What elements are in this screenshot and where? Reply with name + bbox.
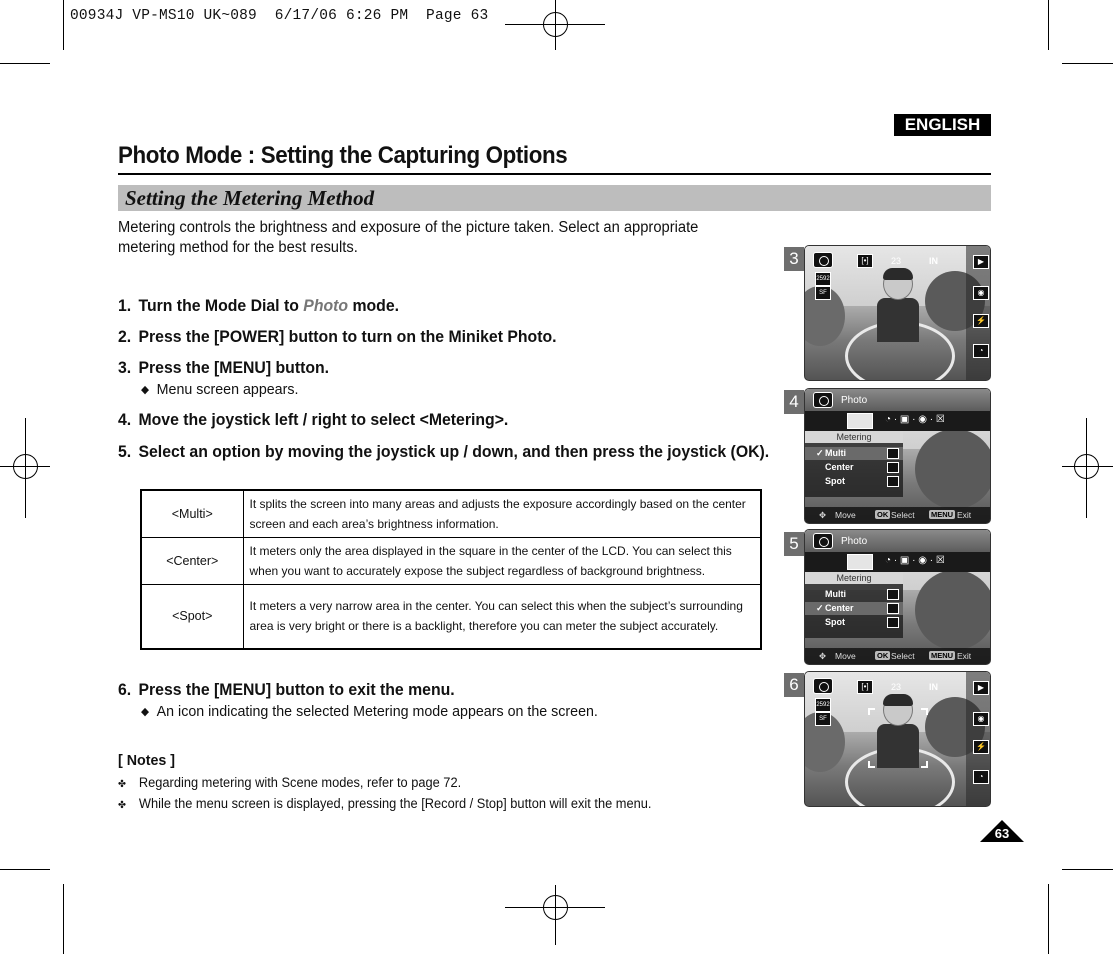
menu-footer: ✥ Move OK Select MENU Exit: [805, 507, 990, 523]
diamond-bullet-icon: ◆: [141, 384, 150, 396]
metering-menu: Metering ✓ Multi Center Spot: [805, 431, 903, 497]
step-3: 3. Press the [MENU] button.: [118, 358, 330, 377]
lcd-screen-5: [804, 529, 991, 665]
note-item: ✤ While the menu screen is displayed, pressing the [Record / Stop] button will exit the menu.: [118, 796, 652, 811]
table-row: [141, 585, 761, 649]
camera-mode-icon: [813, 678, 833, 694]
screen-number: 3: [784, 247, 804, 271]
play-icon: ▶: [973, 681, 989, 695]
menu-item-center[interactable]: Center: [805, 461, 903, 474]
metering-tab-selected: [847, 554, 873, 570]
camera-mode-icon: [813, 392, 833, 408]
table-row: [141, 538, 761, 585]
menu-footer: ✥ Move OK Select MENU Exit: [805, 648, 990, 664]
resolution-icon: 2592: [815, 698, 831, 712]
option-desc: It splits the screen into many areas and adjusts the exposure accordingly based on the center screen and each area’s brightness information.: [243, 490, 761, 538]
joystick-icon: ✥: [819, 510, 827, 520]
quality-icon: SF: [815, 286, 831, 300]
menu-item-center[interactable]: ✓ Center: [805, 602, 903, 615]
photo-mode-emphasis: Photo: [303, 296, 349, 315]
quality-icon: SF: [815, 712, 831, 726]
menu-item-multi[interactable]: ✓ Multi: [805, 447, 903, 460]
child-photo-subject: [875, 268, 921, 338]
center-metering-frame: [868, 708, 928, 768]
print-header: 00934J VP-MS10 UK~089 6/17/06 6:26 PM Page 63: [70, 8, 489, 24]
menu-tab-icons: ◔ · ▣ · ◉ · ☒: [885, 414, 945, 425]
shot-count: 23: [891, 256, 902, 266]
shot-count: 23: [891, 682, 902, 692]
joystick-icon: ✥: [819, 651, 827, 661]
section-title: Setting the Metering Method: [125, 186, 375, 210]
language-badge: ENGLISH: [894, 114, 991, 136]
eye-icon: ◉: [973, 286, 989, 300]
storage-indicator: IN: [929, 256, 938, 266]
cross-bullet-icon: ✤: [118, 779, 126, 790]
metering-menu: Metering Multi ✓ Center Spot: [805, 572, 903, 638]
option-desc: It meters only the area displayed in the square in the center of the LCD. You can select this when you want to accurately expose the subject regardless of background brightness.: [243, 538, 761, 585]
camera-mode-icon: [813, 533, 833, 549]
menu-tab-bar: [805, 552, 990, 572]
screen-number: 6: [784, 673, 804, 697]
option-desc: It meters a very narrow area in the center. You can select this when the subject’s surrounding area is very bright or there is a backlight, therefore you can meter the subject accurately.: [243, 585, 761, 649]
option-name: <Center>: [141, 538, 243, 585]
cross-bullet-icon: ✤: [118, 800, 126, 811]
menu-item-spot[interactable]: Spot: [805, 475, 903, 488]
play-icon: ▶: [973, 255, 989, 269]
flash-off-icon: ⚡: [973, 740, 989, 754]
diamond-bullet-icon: ◆: [141, 706, 150, 718]
metering-center-icon: [•]: [857, 680, 873, 694]
step-2: 2. Press the [POWER] button to turn on the Miniket Photo.: [118, 327, 557, 346]
option-name: <Multi>: [141, 490, 243, 538]
timer-icon: ◔: [973, 344, 989, 358]
step-1: 1. Turn the Mode Dial to Photo mode.: [118, 296, 400, 315]
flash-off-icon: ⚡: [973, 314, 989, 328]
menu-item-multi[interactable]: Multi: [805, 588, 903, 601]
note-item: ✤ Regarding metering with Scene modes, refer to page 72.: [118, 775, 462, 790]
menu-item-spot[interactable]: Spot: [805, 616, 903, 629]
metering-options-table: [140, 489, 762, 650]
intro-paragraph: Metering controls the brightness and exposure of the picture taken. Select an appropriate metering method for the best results.: [118, 219, 699, 256]
resolution-icon: 2592: [815, 272, 831, 286]
metering-tab-selected: [847, 413, 873, 429]
title-rule: [118, 173, 991, 175]
step-3-note: ◆ Menu screen appears.: [141, 381, 299, 398]
lcd-screen-3: [804, 245, 991, 381]
lcd-screen-6: [804, 671, 991, 807]
notes-title: [ Notes ]: [118, 752, 175, 769]
eye-icon: ◉: [973, 712, 989, 726]
lcd-screen-4: [804, 388, 991, 524]
table-row: [141, 490, 761, 538]
step-6: 6. Press the [MENU] button to exit the menu.: [118, 680, 455, 699]
step-4: 4. Move the joystick left / right to select <Metering>.: [118, 410, 509, 429]
menu-tab-bar: [805, 411, 990, 431]
page-number: 63: [994, 826, 1010, 841]
screen-number: 4: [784, 390, 804, 414]
menu-tab-icons: ◔ · ▣ · ◉ · ☒: [885, 555, 945, 566]
page-title: Photo Mode : Setting the Capturing Options: [118, 142, 568, 169]
step-5: 5. Select an option by moving the joystick up / down, and then press the joystick (OK).: [118, 442, 770, 461]
timer-icon: ◔: [973, 770, 989, 784]
camera-mode-icon: [813, 252, 833, 268]
step-6-note: ◆ An icon indicating the selected Metering mode appears on the screen.: [141, 703, 598, 720]
option-name: <Spot>: [141, 585, 243, 649]
page-number-badge: [980, 818, 1024, 844]
screen-number: 5: [784, 532, 804, 556]
menu-mode-label: Photo: [841, 395, 868, 406]
storage-indicator: IN: [929, 682, 938, 692]
metering-center-icon: [•]: [857, 254, 873, 268]
menu-mode-label: Photo: [841, 536, 868, 547]
